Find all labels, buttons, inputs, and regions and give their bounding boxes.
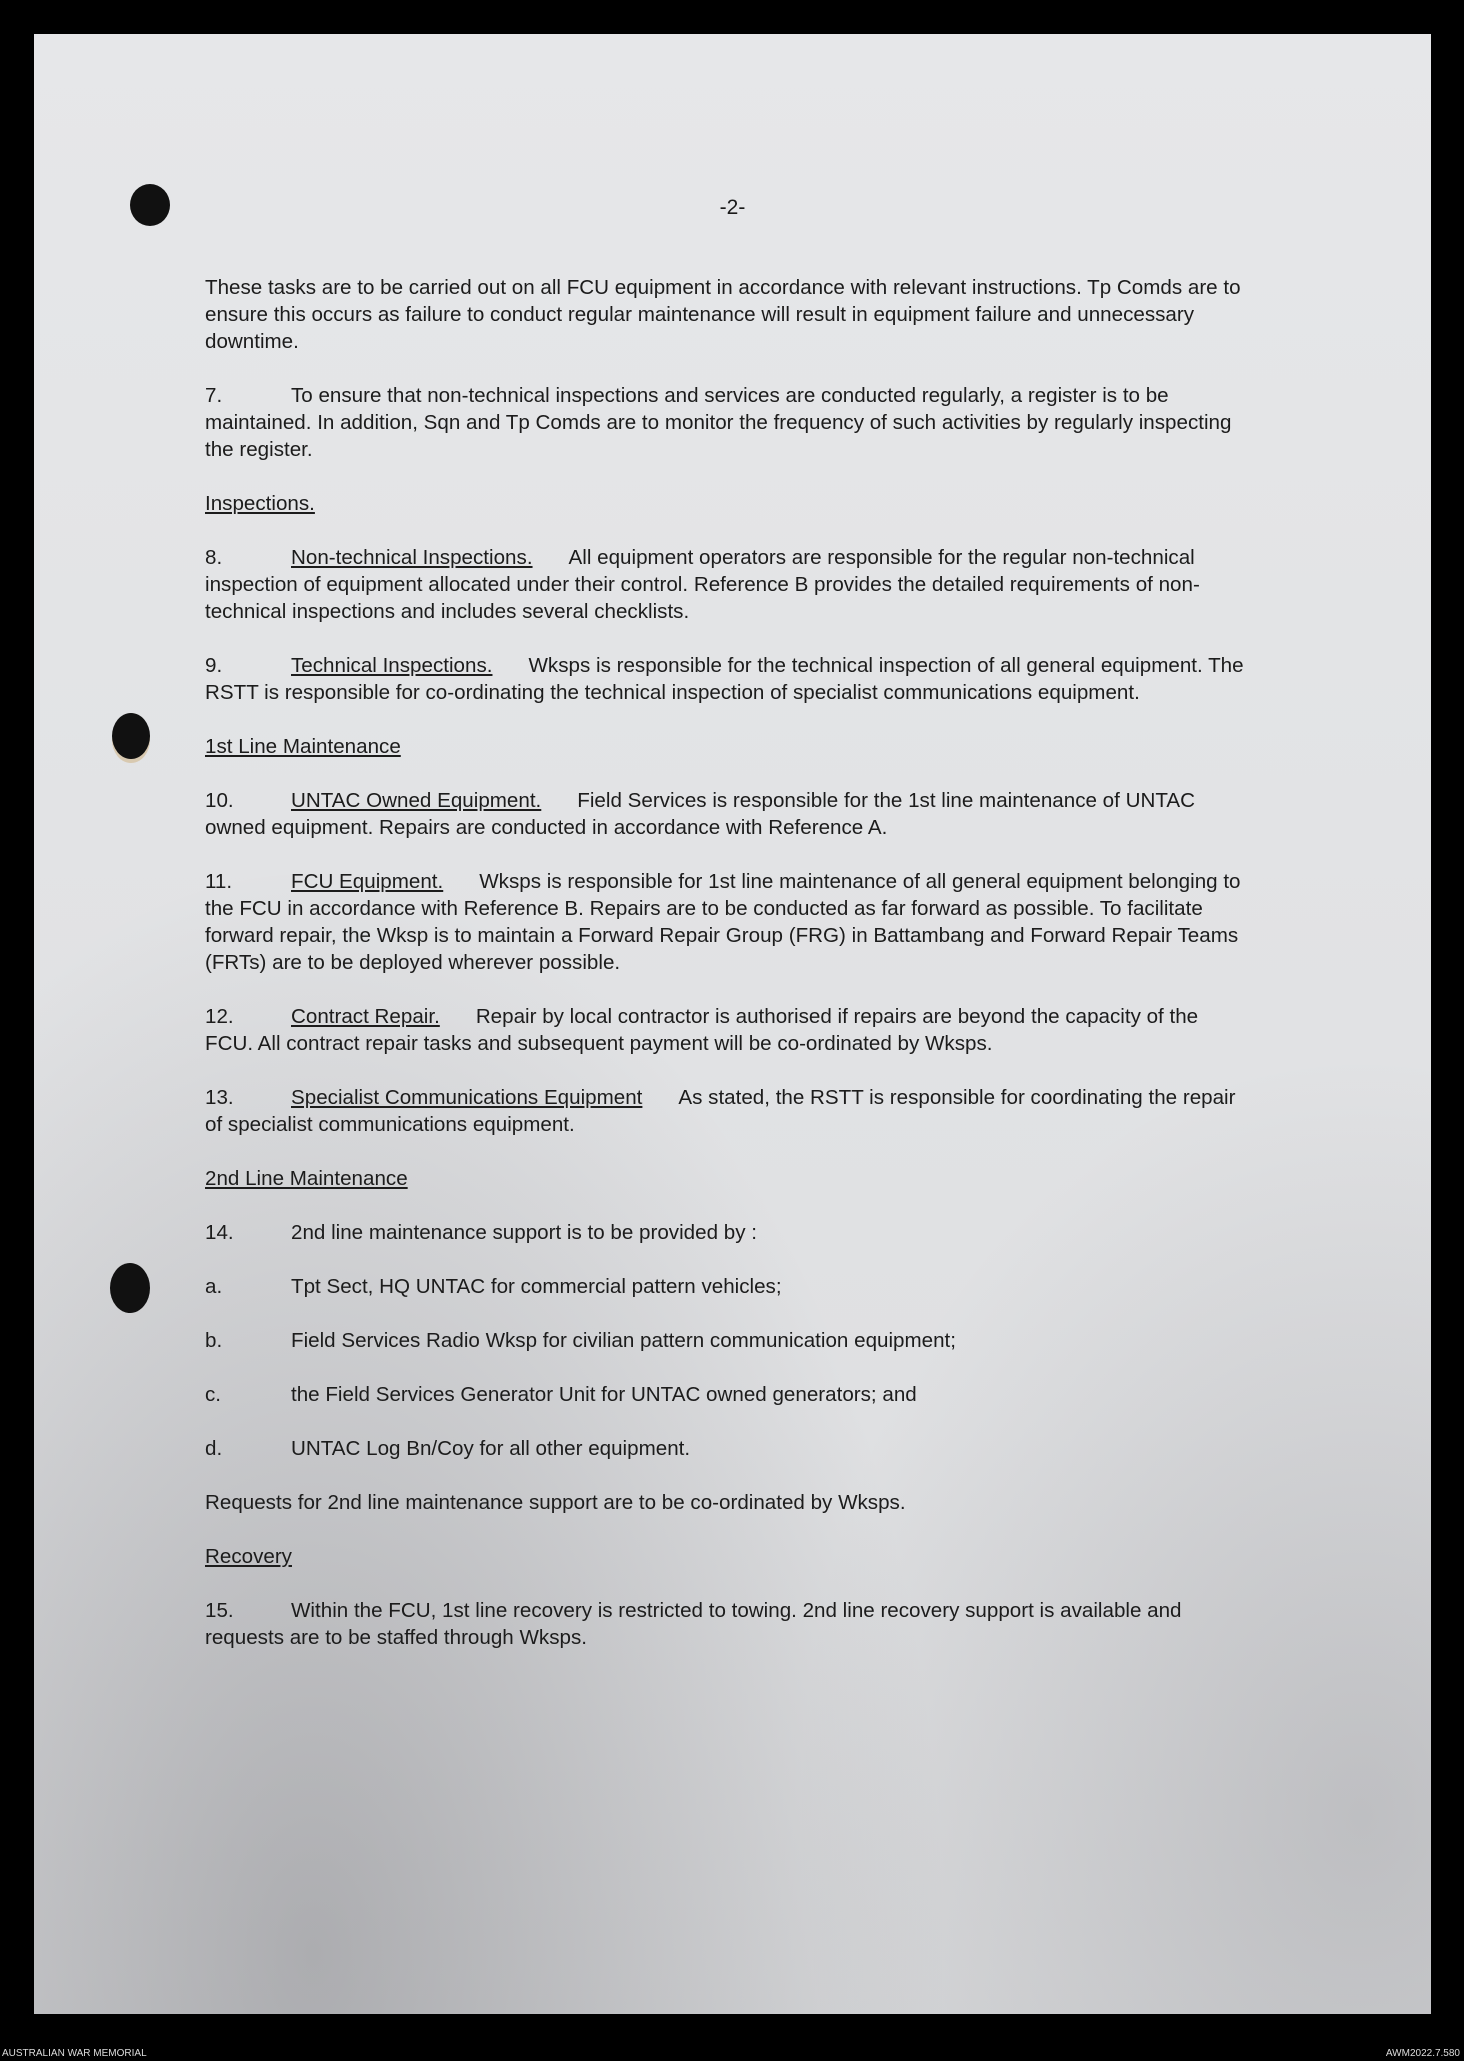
list-marker: b. [205, 1329, 223, 1352]
list-item-a [205, 1273, 1250, 1300]
paragraph-number: 7. [205, 384, 223, 407]
paragraph-text: Within the FCU, 1st line recovery is restricted to towing. 2nd line recovery support is available and requests are to be staffed through Wksps. [205, 1599, 1182, 1649]
paragraph-text: To ensure that non-technical inspections and services are conducted regularly, a register is to be maintained. In addition, Sqn and Tp Comds are to monitor the frequency of such activities by regularly inspecting the register. [205, 384, 1232, 461]
paragraph-8 [205, 544, 1250, 625]
list-item-text: Tpt Sect, HQ UNTAC for commercial pattern vehicles; [291, 1275, 782, 1298]
list-item-text: UNTAC Log Bn/Coy for all other equipment. [291, 1437, 691, 1460]
heading-text: 2nd Line Maintenance [205, 1167, 408, 1190]
paragraph-title: UNTAC Owned Equipment. [291, 789, 542, 812]
paragraph-text: As stated, the RSTT is responsible for coordinating the repair of specialist communications equipment. [205, 1086, 1236, 1136]
list-marker: c. [205, 1383, 222, 1406]
heading-text: Inspections. [205, 492, 315, 515]
list-item-text: the Field Services Generator Unit for UNTAC owned generators; and [291, 1383, 917, 1406]
paragraph-title: Technical Inspections. [291, 654, 493, 677]
paragraph-number: 9. [205, 654, 223, 677]
paragraph-number: 15. [205, 1599, 234, 1622]
paragraph-number: 8. [205, 546, 223, 569]
paragraph-number: 10. [205, 789, 234, 812]
paragraph-number: 12. [205, 1005, 234, 1028]
list-item-text: Field Services Radio Wksp for civilian pattern communication equipment; [291, 1329, 957, 1352]
paragraph-number: 13. [205, 1086, 234, 1109]
footer-accession-number: AWM2022.7.580 [1385, 2048, 1460, 2059]
paragraph-title: Contract Repair. [291, 1005, 440, 1028]
section-heading-1st-line [205, 733, 1250, 760]
paragraph-text: Repair by local contractor is authorised if repairs are beyond the capacity of the FCU. All contract repair tasks and subsequent payment will be co-ordinated by Wksps. [205, 1005, 1199, 1055]
paragraph-title: Non-technical Inspections. [291, 546, 533, 569]
paragraph-number: 14. [205, 1221, 234, 1244]
document-body [205, 274, 1250, 1678]
paragraph-13 [205, 1084, 1250, 1138]
heading-text: 1st Line Maintenance [205, 735, 401, 758]
paragraph-text: Wksps is responsible for the technical inspection of all general equipment. The RSTT is responsible for co-ordinating the technical inspection of specialist communications equipment. [205, 654, 1244, 704]
paragraph-text: Wksps is responsible for 1st line maintenance of all general equipment belonging to the FCU in accordance with Reference B. Repairs are to be conducted as far forward as possible. To facilitate forward repair, the Wksp is to maintain a Forward Repair Group (FRG) in Battambang and Forward Repair Teams (FRTs) are to be deployed wherever possible. [205, 870, 1241, 974]
paragraph-requests: Requests for 2nd line maintenance support are to be co-ordinated by Wksps. [205, 1491, 906, 1514]
page-number: -2- [719, 196, 746, 219]
paragraph-text: 2nd line maintenance support is to be provided by : [291, 1221, 757, 1244]
list-item-b [205, 1327, 1250, 1354]
paragraph-intro: These tasks are to be carried out on all FCU equipment in accordance with relevant instructions. Tp Comds are to ensure this occurs as failure to conduct regular maintenance will result in equipment failure and unnecessary downtime. [205, 276, 1241, 353]
paragraph-text: Field Services is responsible for the 1st line maintenance of UNTAC owned equipment. Repairs are conducted in accordance with Reference A. [205, 789, 1195, 839]
paragraph-10 [205, 787, 1250, 841]
paragraph-number: 11. [205, 870, 233, 893]
paragraph-14 [205, 1219, 1250, 1246]
punch-hole [110, 1263, 150, 1313]
paragraph-title: Specialist Communications Equipment [291, 1086, 643, 1109]
section-heading-recovery [205, 1543, 1250, 1570]
list-marker: a. [205, 1275, 223, 1298]
paragraph-15 [205, 1597, 1250, 1651]
punch-hole [112, 713, 150, 759]
list-item-d [205, 1435, 1250, 1462]
footer-credit: AUSTRALIAN WAR MEMORIAL [2, 2048, 147, 2059]
paragraph-text: All equipment operators are responsible for the regular non-technical inspection of equipment allocated under their control. Reference B provides the detailed requirements of non-technical inspections and includes several checklists. [205, 546, 1200, 623]
document-page [34, 34, 1431, 2014]
list-item-c [205, 1381, 1250, 1408]
section-heading-inspections [205, 490, 1250, 517]
section-heading-2nd-line [205, 1165, 1250, 1192]
heading-text: Recovery [205, 1545, 292, 1568]
paragraph-11 [205, 868, 1250, 976]
paragraph-title: FCU Equipment. [291, 870, 444, 893]
paragraph-12 [205, 1003, 1250, 1057]
paragraph-7 [205, 382, 1250, 463]
list-marker: d. [205, 1437, 223, 1460]
paragraph-9 [205, 652, 1250, 706]
